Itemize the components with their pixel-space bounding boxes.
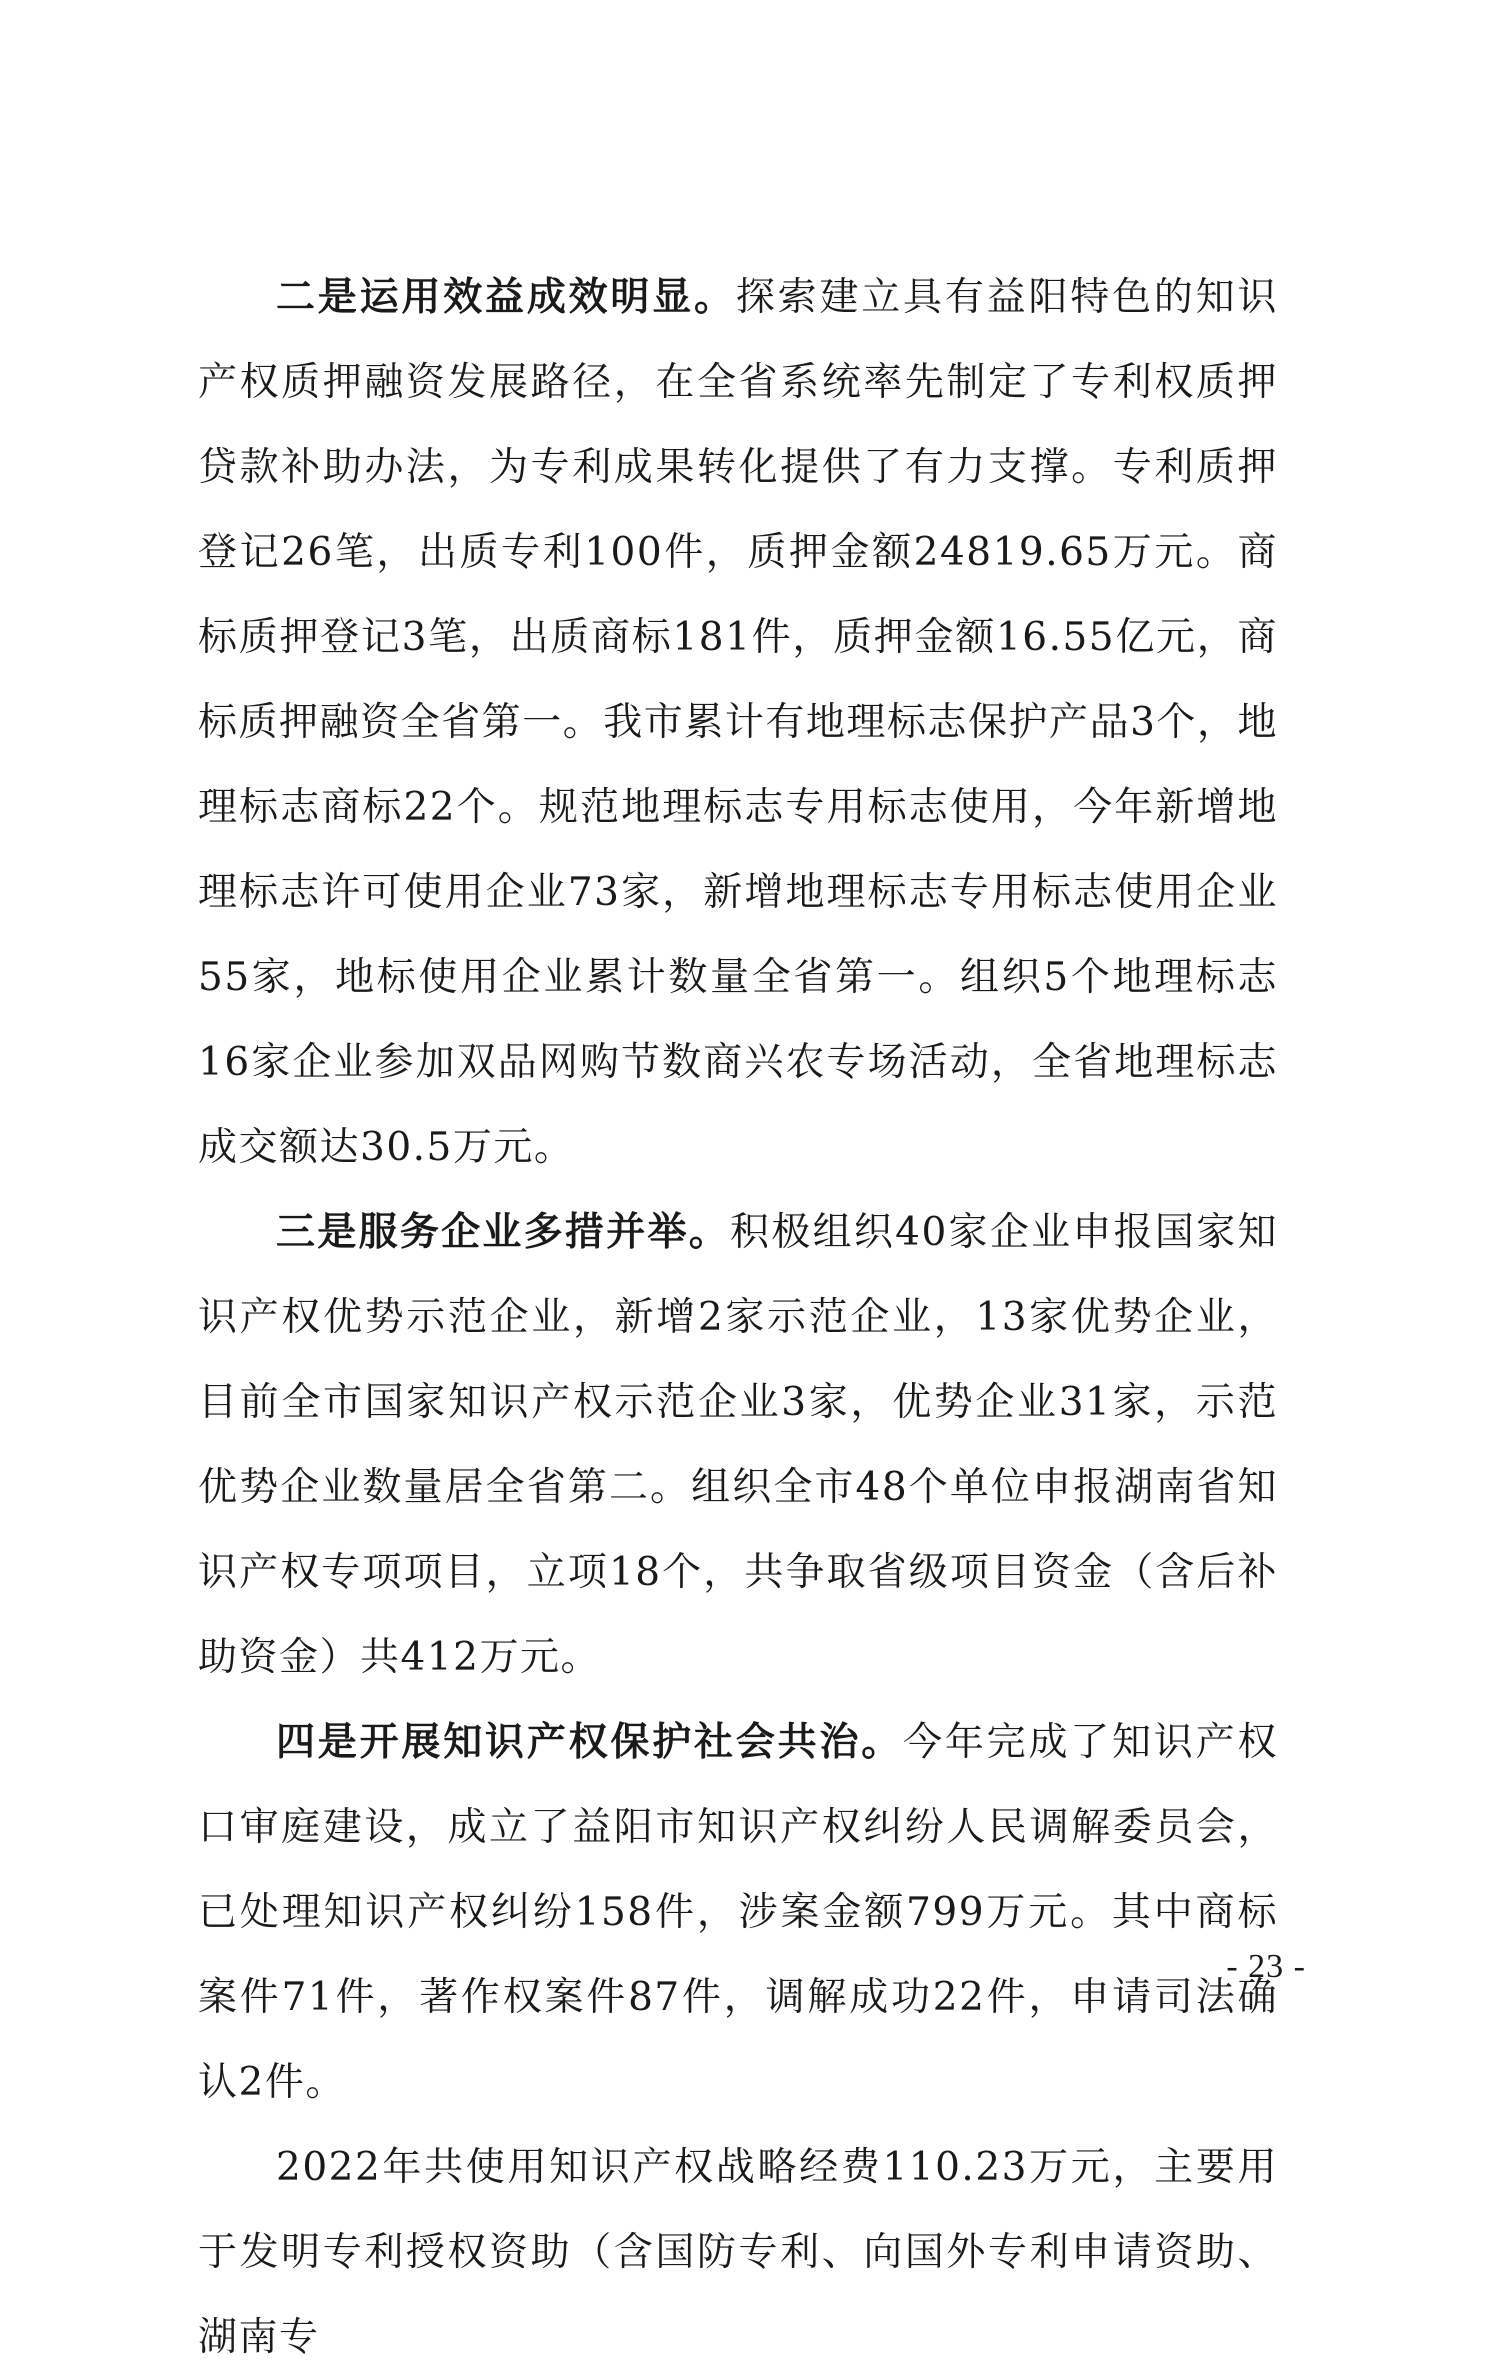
paragraph-ip-protection (198, 1700, 1278, 2125)
paragraph-body: 探索建立具有益阳特色的知识产权质押融资发展路径，在全省系统率先制定了专利权质押贷款补助办法，为专利成果转化提供了有力支撑。专利质押登记26笔，出质专利100件，质押金额24819.65万元。商标质押登记3笔，出质商标181件，质押金额16.55亿元，商标质押融资全省第一。我市累计有地理标志保护产品3个，地理标志商标22个。规范地理标志专用标志使用，今年新增地理标志许可使用企业73家，新增地理标志专用标志使用企业55家，地标使用企业累计数量全省第一。组织5个地理标志16家企业参加双品网购节数商兴农专场活动，全省地理标志成交额达30.5万元。 (198, 275, 1278, 1170)
page-number: - 23 - (1226, 1948, 1306, 1985)
paragraph-funding (198, 2125, 1278, 2380)
paragraph-utilization (198, 255, 1278, 1190)
document-page (198, 255, 1278, 2380)
paragraph-body: 积极组织40家企业申报国家知识产权优势示范企业，新增2家示范企业，13家优势企业，目前全市国家知识产权示范企业3家，优势企业31家，示范优势企业数量居全省第二。组织全市48个单位申报湖南省知识产权专项项目，立项18个，共争取省级项目资金（含后补助资金）共412万元。 (198, 1210, 1278, 1680)
paragraph-body: 今年完成了知识产权口审庭建设，成立了益阳市知识产权纠纷人民调解委员会，已处理知识产权纠纷158件，涉案金额799万元。其中商标案件71件，著作权案件87件，调解成功22件，申请司法确认2件。 (198, 1720, 1278, 2105)
paragraph-heading: 二是运用效益成效明显。 (276, 274, 736, 320)
paragraph-enterprise-services (198, 1190, 1278, 1700)
paragraph-body: 2022年共使用知识产权战略经费110.23万元，主要用于发明专利授权资助（含国防专利、向国外专利申请资助、湖南专 (198, 2145, 1278, 2360)
paragraph-heading: 三是服务企业多措并举。 (276, 1209, 731, 1255)
paragraph-heading: 四是开展知识产权保护社会共治。 (276, 1719, 904, 1765)
